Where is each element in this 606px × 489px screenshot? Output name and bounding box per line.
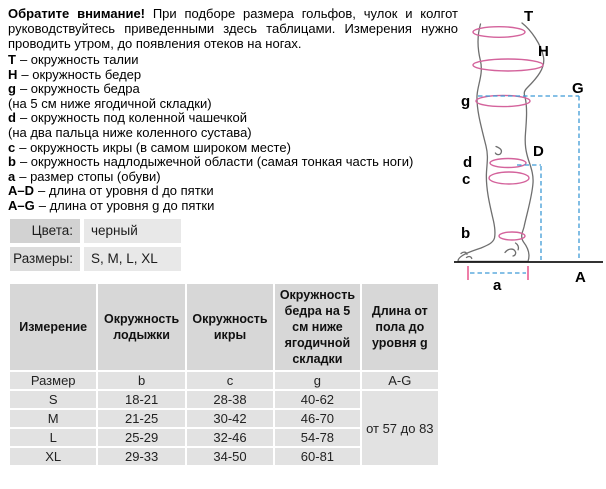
table-merged-cell: от 57 до 83: [362, 391, 438, 465]
legend-line-b: b – окружность надлодыжечной области (самая тонкая часть ноги): [8, 154, 414, 170]
table-cell: S: [10, 391, 96, 408]
legend-line-g-note: (на 5 см ниже ягодичной складки): [8, 95, 212, 111]
table-cell: c: [187, 372, 273, 389]
legend-line-AD: A–D – длина от уровня d до пятки: [8, 183, 214, 199]
table-cell: 18-21: [98, 391, 184, 408]
table-cell: 60-81: [275, 448, 359, 465]
table-header-cell: Длина от пола до уровня g: [362, 284, 438, 370]
legend-line-T: T – окружность талии: [8, 52, 139, 67]
table-cell: 34-50: [187, 448, 273, 465]
sizes-row: [10, 247, 181, 271]
table-cell: M: [10, 410, 96, 427]
ellipse-g: [476, 95, 530, 106]
table-row: [10, 391, 438, 408]
legend-line-AG: A–G – длина от уровня g до пятки: [8, 197, 215, 213]
table-cell: 29-33: [98, 448, 184, 465]
table-cell: 40-62: [275, 391, 359, 408]
size-table: [8, 282, 440, 467]
label-d: d: [463, 154, 473, 171]
label-T: T: [524, 8, 534, 25]
legend-line-H: H – окружность бедер: [8, 66, 142, 82]
legend-line-c: c – окружность икры (в самом широком месте): [8, 139, 291, 155]
table-cell: XL: [10, 448, 96, 465]
intro-line: руководствуйтесь приведенными здесь таблицами. Измерения нужно: [8, 21, 458, 36]
ellipse-c: [489, 172, 529, 184]
table-cell: A-G: [362, 372, 438, 389]
table-header-cell: Окружность лодыжки: [98, 284, 184, 370]
legend-line-d: d – окружность под коленной чашечкой: [8, 110, 247, 126]
table-cell: 21-25: [98, 410, 184, 427]
ellipse-H: [473, 59, 543, 71]
label-g: g: [461, 93, 471, 110]
colors-value: черный: [84, 219, 181, 243]
label-a: a: [493, 277, 502, 292]
ellipse-T: [473, 27, 525, 38]
table-cell: 25-29: [98, 429, 184, 446]
table-header-cell: Измерение: [10, 284, 96, 370]
intro-line: [8, 6, 458, 21]
table-cell: 32-46: [187, 429, 273, 446]
table-param-row: [10, 372, 438, 389]
label-G: G: [572, 80, 584, 97]
table-cell: L: [10, 429, 96, 446]
intro-lead: Обратите внимание!: [8, 6, 145, 21]
table-cell: 46-70: [275, 410, 359, 427]
colors-row: [10, 219, 181, 243]
table-cell: 30-42: [187, 410, 273, 427]
label-b: b: [461, 225, 471, 242]
table-cell: g: [275, 372, 359, 389]
legend-line-g: g – окружность бедра: [8, 81, 140, 97]
table-cell: 54-78: [275, 429, 359, 446]
legend-line-a: a – размер стопы (обуви): [8, 168, 161, 184]
ellipse-d: [490, 159, 526, 168]
table-cell: 28-38: [187, 391, 273, 408]
table-cell: Размер: [10, 372, 96, 389]
intro-line: проводить утром, до появления отеков на ногах.: [8, 36, 302, 51]
label-D: D: [533, 143, 544, 160]
table-header-cell: Окружность икры: [187, 284, 273, 370]
label-H: H: [538, 43, 549, 60]
text-block: [8, 6, 458, 214]
table-cell: b: [98, 372, 184, 389]
label-c: c: [462, 171, 471, 188]
measurement-legend: [8, 53, 458, 214]
intro-text: При подборе размера гольфов, чулок и колгот: [152, 6, 458, 21]
colors-label: Цвета:: [10, 219, 80, 243]
leg-measurement-diagram: [450, 0, 606, 292]
sizes-label: Размеры:: [10, 247, 80, 271]
label-A: A: [575, 269, 586, 286]
table-header-row: [10, 284, 438, 370]
table-header-cell: Окружность бедра на 5 см ниже ягодичной складки: [275, 284, 359, 370]
sizes-value: S, M, L, XL: [84, 247, 181, 271]
legend-line-d-note: (на два пальца ниже коленного сустава): [8, 124, 252, 140]
